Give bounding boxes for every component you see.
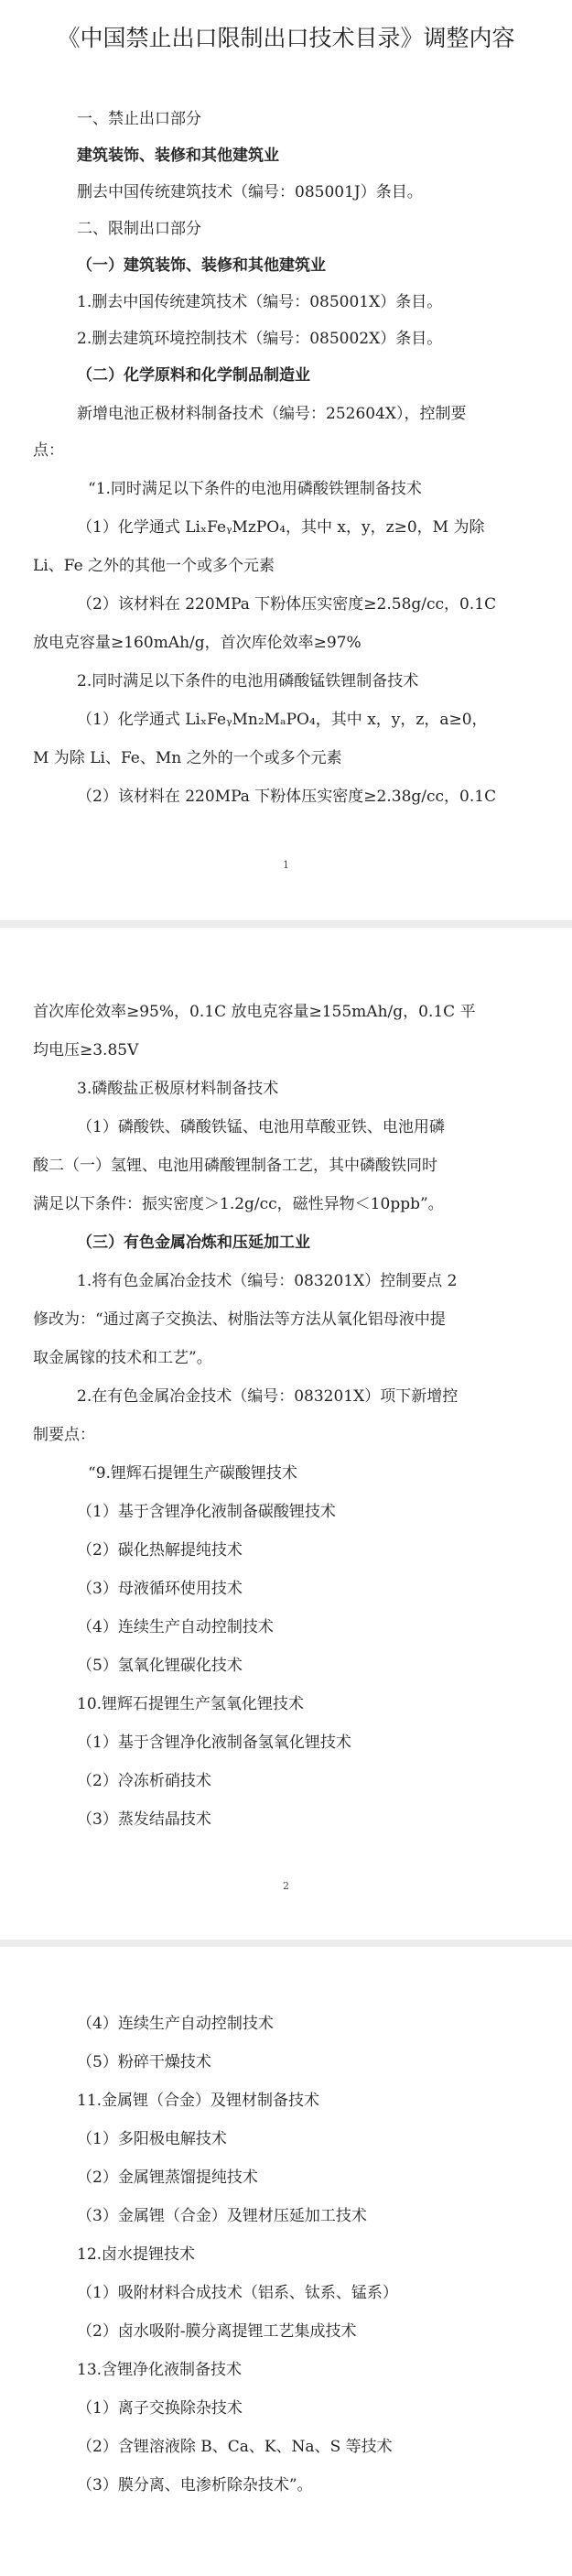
text-line: 取金属镓的技术和工艺”。 bbox=[33, 1349, 212, 1367]
text-line: 首次库伦效率≥95%，0.1C 放电克容量≥155mAh/g，0.1C 平 bbox=[33, 1003, 476, 1021]
text-line: （2）金属锂蒸馏提纯技术 bbox=[77, 2168, 258, 2187]
text-line: 均电压≥3.85V bbox=[33, 1041, 139, 1060]
text-line: （4）连续生产自动控制技术 bbox=[77, 2015, 274, 2033]
text-line: 点： bbox=[33, 441, 64, 460]
page-separator bbox=[0, 1940, 572, 1947]
text-line: （3）膜分离、电渗析除杂技术”。 bbox=[77, 2476, 313, 2494]
text-line: （2）冷冻析硝技术 bbox=[77, 1772, 211, 1790]
text-line: （1）化学通式 LiₓFeᵧMzPO₄，其中 x，y，z≥0，M 为除 bbox=[77, 518, 485, 537]
page-number: 1 bbox=[283, 859, 289, 871]
page-separator bbox=[0, 920, 572, 928]
text-line: 酸二（一）氢锂、电池用磷酸锂制备工艺，其中磷酸铁同时 bbox=[33, 1157, 437, 1175]
text-line: 12.卤水提锂技术 bbox=[77, 2245, 196, 2264]
text-line: 二、限制出口部分 bbox=[77, 220, 201, 238]
text-line: （1）多阳极电解技术 bbox=[77, 2130, 227, 2148]
text-line: 11.金属锂（合金）及锂材制备技术 bbox=[77, 2092, 320, 2110]
text-line: （3）金属锂（合金）及锂材压延加工技术 bbox=[77, 2207, 367, 2225]
text-line: 一、禁止出口部分 bbox=[77, 110, 201, 128]
text-line: 2.同时满足以下条件的电池用磷酸锰铁锂制备技术 bbox=[77, 672, 419, 690]
text-line: 1.将有色金属冶金技术（编号：083201X）控制要点 2 bbox=[77, 1272, 458, 1290]
text-line: （1）化学通式 LiₓFeᵧMn₂MₐPO₄，其中 x，y，z，a≥0， bbox=[77, 711, 488, 729]
text-line: “1.同时满足以下条件的电池用磷酸铁锂制备技术 bbox=[88, 480, 422, 498]
text-line: 建筑装饰、装修和其他建筑业 bbox=[77, 147, 279, 165]
text-line: Li、Fe 之外的其他一个或多个元素 bbox=[33, 557, 275, 575]
text-line: 13.含锂净化液制备技术 bbox=[77, 2361, 243, 2379]
text-line: （1）吸附材料合成技术（铝系、钛系、锰系） bbox=[77, 2284, 398, 2302]
text-line: 3.磷酸盐正极原材料制备技术 bbox=[77, 1080, 279, 1098]
text-line: （1）基于含锂净化液制备氢氧化锂技术 bbox=[77, 1734, 351, 1752]
text-line: （2）该材料在 220MPa 下粉体压实密度≥2.38g/cc，0.1C bbox=[77, 788, 497, 806]
text-line: 修改为：“通过离子交换法、树脂法等方法从氧化铝母液中提 bbox=[33, 1310, 446, 1329]
text-line: 满足以下条件：振实密度＞1.2g/cc，磁性异物＜10ppb”。 bbox=[33, 1195, 444, 1213]
text-line: M 为除 Li、Fe、Mn 之外的一个或多个元素 bbox=[33, 749, 342, 767]
text-line: “9.锂辉石提锂生产碳酸锂技术 bbox=[88, 1464, 297, 1483]
text-line: （1）磷酸铁、磷酸铁锰、电池用草酸亚铁、电池用磷 bbox=[77, 1118, 445, 1136]
page-3 bbox=[0, 1947, 572, 2576]
page-2 bbox=[0, 928, 572, 1940]
text-line: 10.锂辉石提锂生产氢氧化锂技术 bbox=[77, 1695, 305, 1713]
text-line: （5）氢氧化锂碳化技术 bbox=[77, 1657, 243, 1675]
text-line: （2）该材料在 220MPa 下粉体压实密度≥2.58g/cc，0.1C bbox=[77, 595, 497, 614]
text-line: （3）蒸发结晶技术 bbox=[77, 1810, 211, 1829]
text-line: 放电克容量≥160mAh/g，首次库伦效率≥97% bbox=[33, 634, 362, 652]
text-line: （2）含锂溶液除 B、Ca、K、Na、S 等技术 bbox=[77, 2438, 393, 2456]
text-line: （4）连续生产自动控制技术 bbox=[77, 1618, 274, 1636]
text-line: 删去中国传统建筑技术（编号：085001J）条目。 bbox=[77, 183, 423, 201]
document-title: 《中国禁止出口限制出口技术目录》调整内容 bbox=[57, 25, 515, 51]
page-number: 2 bbox=[283, 1880, 289, 1892]
text-line: （1）基于含锂净化液制备碳酸锂技术 bbox=[77, 1503, 336, 1521]
page-1 bbox=[0, 0, 572, 920]
text-line: （二）化学原料和化学制品制造业 bbox=[77, 366, 310, 385]
text-line: （3）母液循环使用技术 bbox=[77, 1580, 243, 1598]
text-line: 新增电池正极材料制备技术（编号：252604X），控制要 bbox=[77, 405, 467, 423]
text-line: （5）粉碎干燥技术 bbox=[77, 2053, 211, 2071]
text-line: （2）碳化热解提纯技术 bbox=[77, 1541, 243, 1560]
text-line: 1.删去中国传统建筑技术（编号：085001X）条目。 bbox=[77, 293, 443, 311]
text-line: （三）有色金属冶炼和压延加工业 bbox=[77, 1234, 310, 1252]
text-line: （1）离子交换除杂技术 bbox=[77, 2399, 243, 2418]
text-line: 2.删去建筑环境控制技术（编号：085002X）条目。 bbox=[77, 330, 443, 348]
text-line: 2.在有色金属冶金技术（编号：083201X）项下新增控 bbox=[77, 1387, 459, 1406]
text-line: （一）建筑装饰、装修和其他建筑业 bbox=[77, 256, 326, 275]
text-line: 制要点： bbox=[33, 1426, 95, 1444]
text-line: （2）卤水吸附-膜分离提锂工艺集成技术 bbox=[77, 2322, 357, 2341]
